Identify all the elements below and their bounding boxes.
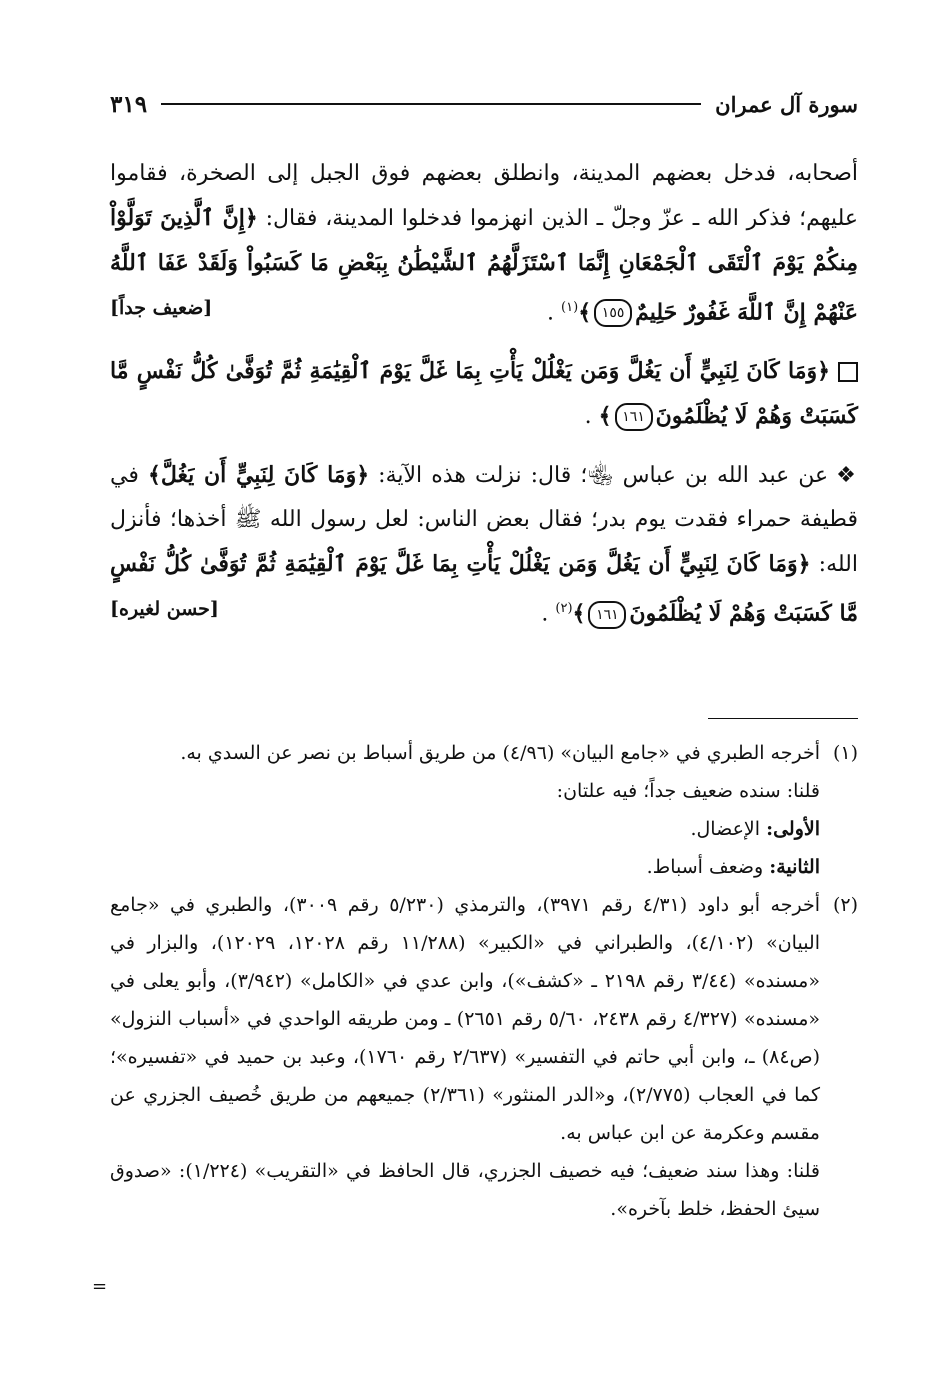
- verse-close-bracket: ﴾: [598, 403, 612, 430]
- surah-title: سورة آل عمران: [715, 91, 858, 117]
- main-text: [110, 152, 858, 637]
- footnote-2: [110, 886, 858, 1228]
- sentence-end: .: [584, 404, 599, 430]
- ayah-number-marker: ١٦١: [615, 403, 653, 431]
- header-rule: [161, 103, 701, 105]
- footnote-ref-2[interactable]: (٢): [555, 601, 573, 617]
- page-header: [110, 84, 858, 124]
- footnote-line: [110, 810, 820, 848]
- quran-verse: ﴿وَمَا كَانَ لِنَبِيٍّ أَن يَغُلَّ وَمَن يَغْلُلْ يَأْتِ بِمَا غَلَّ يَوْمَ ٱلْقِيَٰمَةِ ثُمَّ تُوَفَّىٰ كُلُّ نَفْسٍ مَّا كَسَبَتْ وَهُمْ لَا يُظْلَمُونَ: [110, 551, 858, 627]
- footnote-separator: [708, 718, 858, 719]
- ayah-number-marker: ١٥٥: [594, 299, 632, 327]
- diamond-bullet-icon: ❖: [836, 463, 858, 489]
- footnote-line: [110, 848, 820, 886]
- paragraph-1: [110, 152, 858, 335]
- footnote-text: الإعضال.: [690, 818, 767, 840]
- verse-close-bracket: ﴾: [572, 600, 586, 627]
- page-number: ٣١٩: [110, 90, 148, 118]
- quran-verse: ﴿وَمَا كَانَ لِنَبِيٍّ أَن يَغُلَّ﴾: [147, 462, 370, 489]
- paragraph-2: [110, 349, 858, 439]
- label-first: الأولى:: [766, 818, 820, 840]
- narration-text: أصحابه، فدخل بعضهم المدينة، وانطلق بعضهم فوق الجبل إلى الصخرة، فقاموا عليهم؛ فذكر الله ـ عزّ وجلّ ـ الذين انهزموا فدخلوا المدينة، فقال:: [110, 161, 858, 231]
- footnote-body: [110, 886, 820, 1228]
- narration-text: في قطيفة حمراء فقدت يوم بدر؛ فقال بعض الناس: لعل رسول الله ﷺ أخذها؛ فأنزل الله:: [110, 463, 858, 578]
- footnote-line: أخرجه الطبري في «جامع البيان» (٤/٩٦) من طريق أسباط بن نصر عن السدي به.: [180, 742, 820, 764]
- footnote-line: قلنا: سنده ضعيف جداً؛ فيه علتان:: [556, 780, 820, 802]
- margin-mark: =: [92, 1276, 108, 1297]
- ayah-number-marker: ١٦١: [588, 601, 626, 629]
- footnote-body: [110, 734, 820, 886]
- footnote-text: قلنا: وهذا سند ضعيف؛ فيه خصيف الجزري، قال الحافظ في «التقريب» (١/٢٢٤): «صدوق سيئ الحفظ، خلط بآخره».: [110, 1160, 820, 1220]
- footnotes: [110, 734, 858, 1228]
- hadith-grade: [حسن لغيره]: [110, 598, 219, 621]
- box-bullet-icon: [838, 362, 858, 382]
- verse-close-bracket: ﴾: [578, 299, 592, 326]
- footnote-text: وضعف أسباط.: [646, 856, 770, 878]
- narration-text: عن عبد الله بن عباس ﵄؛ قال: نزلت هذه الآية:: [369, 463, 829, 489]
- footnote-1: [110, 734, 858, 886]
- footnote-mark: (١): [832, 742, 858, 764]
- label-second: الثانية:: [769, 856, 820, 878]
- hadith-grade: [ضعيف جداً]: [110, 297, 213, 319]
- sentence-end: .: [547, 300, 562, 326]
- footnote-text: أخرجه أبو داود (٤/٣١ رقم ٣٩٧١)، والترمذي (٥/٢٣٠ رقم ٣٠٠٩)، والطبري في «جامع البيان» (٤/١٠٢)، والطبراني في «الكبير» (١١/٢٨٨ رقم ١٢٠٢٨، ١٢٠٢٩)، والبزار في «مسنده» (٣/٤٤ رقم ٢١٩٨ ـ «كشف»)، وابن عدي في «الكامل» (٣/٩٤٢)، وأبو يعلى في «مسنده» (٤/٣٢٧ رقم ٢٤٣٨، ٥/٦٠ رقم ٢٦٥١) ـ ومن طريقه الواحدي في «أسباب النزول» (ص٨٤) ـ، وابن أبي حاتم في التفسير» (٢/٦٣٧ رقم ١٧٦٠)، وعبد بن حميد في «تفسيره»؛ كما في العجاب (٢/٧٧٥)، و«الدر المنثور» (٢/٣٦١) جميعهم من طريق خُصيف الجزري عن مقسم وعكرمة عن ابن عباس به.: [110, 894, 820, 1144]
- paragraph-3: [110, 453, 858, 636]
- footnote-mark: (٢): [832, 894, 858, 916]
- sentence-end: .: [541, 601, 556, 627]
- quran-verse: ﴿وَمَا كَانَ لِنَبِيٍّ أَن يَغُلَّ وَمَن يَغْلُلْ يَأْتِ بِمَا غَلَّ يَوْمَ ٱلْقِيَٰمَةِ ثُمَّ تُوَفَّىٰ كُلُّ نَفْسٍ مَّا كَسَبَتْ وَهُمْ لَا يُظْلَمُونَ: [110, 358, 858, 430]
- quran-verse: ﴿إِنَّ ٱلَّذِينَ تَوَلَّوْاْ مِنكُمْ يَوْمَ ٱلْتَقَى ٱلْجَمْعَانِ إِنَّمَا ٱسْتَزَلَّهُمُ ٱلشَّيْطَٰنُ بِبَعْضِ مَا كَسَبُواْ وَلَقَدْ عَفَا ٱللَّهُ عَنْهُمْ إِنَّ ٱللَّهَ غَفُورٌ حَلِيمٌ: [110, 205, 858, 326]
- footnote-ref-1[interactable]: (١): [561, 300, 579, 315]
